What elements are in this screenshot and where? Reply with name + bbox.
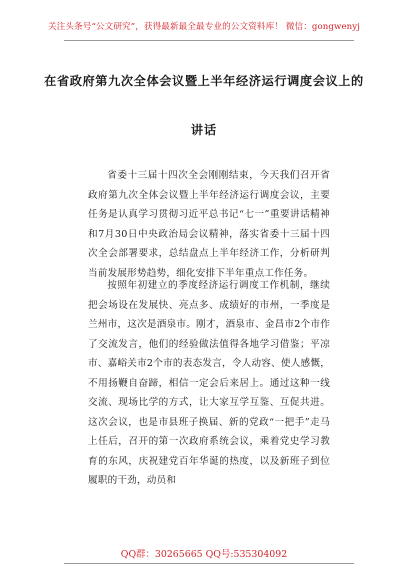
- header-divider: [64, 40, 354, 41]
- footer-divider: [64, 563, 354, 564]
- header-banner: 关注头条号“公文研究”，获得最新最全最专业的公文资料库！ 微信：gongwenyj: [47, 22, 361, 32]
- document-title: 在省政府第九次全体会议暨上半年经济运行调度会议上的: [44, 74, 364, 88]
- document-subtitle: 讲话: [190, 123, 218, 137]
- body-paragraph: 按照年初建立的季度经济运行调度工作机制，继续把会场设在发展快、亮点多、成绩好的市州，一季度是兰州市，这次是酒泉市。刚才，酒泉市、金昌市2个市作了交流发言，他们的经验做法值得各地学习借鉴；平凉市、嘉峪关市2个市的表态发言，令人动容、使人感慨，不用扬鞭自奋蹄，相信一定会后来居上。通过这种一线交流、现场比学的方式，让大家互学互鉴、互促共进。这次会议，也是市县班子换届、新的党政“一把手”走马上任后，召开的第一次政府系统会议，乘着党史学习教育的东风，庆祝建党百年华诞的热度，以及新班子到位履职的干劲，动员和: [88, 280, 330, 486]
- body-paragraph: 省委十三届十四次全会刚刚结束，今天我们召开省政府第九次全体会议暨上半年经济运行调度会议，主要任务是认真学习贯彻习近平总书记“七一”重要讲话精神和7月30日中央政治局会议精神，落实省委十三届十四次全会部署要求，总结盘点上半年经济工作，分析研判当前发展形势趋势，细化安排下半年重点工作任务。: [88, 170, 330, 279]
- footer-contact: QQ群：30265665 QQ号:535304092: [120, 549, 288, 560]
